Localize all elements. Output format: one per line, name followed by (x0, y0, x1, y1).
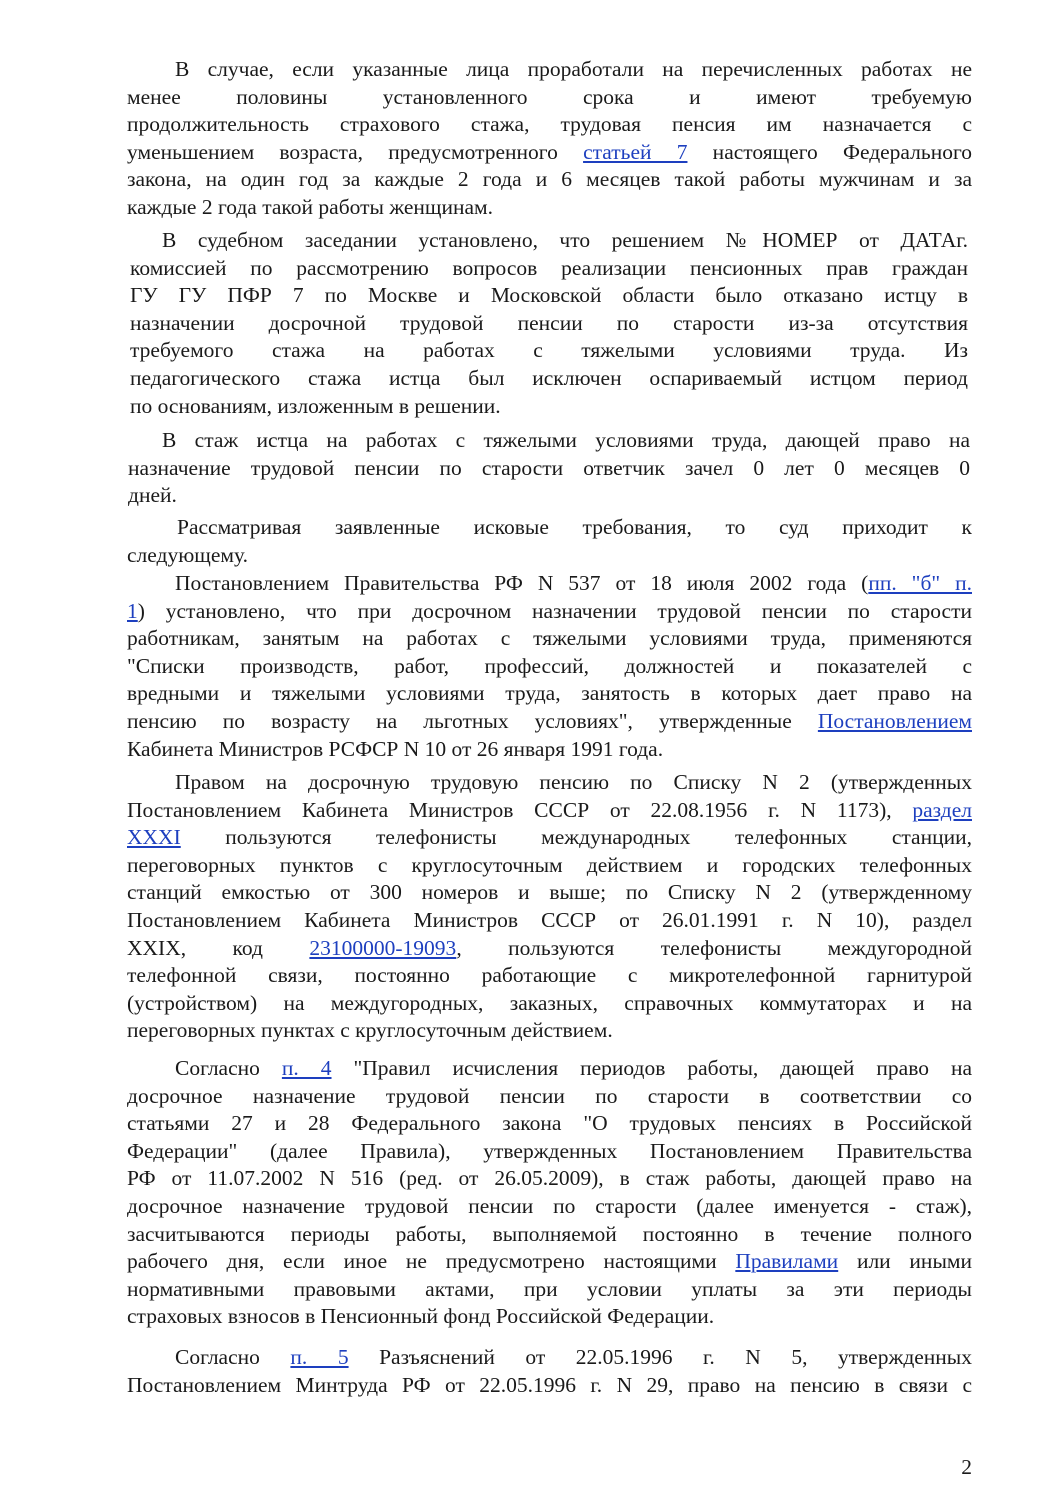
link-subclause-b-1-cont[interactable]: 1 (127, 598, 138, 623)
link-article-7[interactable]: статьей 7 (583, 139, 688, 164)
p7-line-3: статьями 27 и 28 Федерального закона "О трудовых пенсиях в Российской (127, 1111, 972, 1136)
p7-line-8-text-a: рабочего дня, если иное не предусмотрено настоящими (127, 1249, 736, 1274)
p8-line-1-text-b: Разъяснений от 22.05.1996 г. N 5, утвержденных (348, 1345, 973, 1369)
link-clause-5[interactable]: п. 5 (290, 1345, 349, 1369)
p8-line-1-text-a: Согласно (175, 1345, 291, 1369)
p6-line-5: станций емкостью от 300 номеров и выше; по Списку N 2 (утвержденному (127, 880, 972, 905)
p6-line-4: переговорных пунктов с круглосуточным действием и городских телефонных (127, 852, 972, 877)
link-section-xxxi[interactable]: раздел (912, 797, 972, 822)
page-number: 2 (961, 1455, 972, 1479)
p1-line-1: В случае, если указанные лица проработали на перечисленных работах не (175, 57, 972, 81)
paragraph-1 (127, 56, 972, 222)
p2-line-4: назначении досрочной трудовой пенсии по старости из-за отсутствия (130, 310, 968, 335)
p6-line-7-text-b: , пользуются телефонисты междугородной (456, 935, 972, 960)
p7-line-1-text-b: "Правил исчисления периодов работы, дающей право на (331, 1056, 973, 1080)
p7-line-1 (127, 1055, 972, 1083)
p6-line-1: Правом на досрочную трудовую пенсию по Списку N 2 (утвержденных (175, 770, 972, 794)
p2-line-2: комиссией по рассмотрению вопросов реализации пенсионных прав граждан (130, 255, 968, 280)
p5-line-2-text: ) установлено, что при досрочном назначении трудовой пенсии по старости (137, 598, 972, 623)
p7-line-9: нормативными правовыми актами, при условии уплаты за эти периоды (127, 1276, 972, 1301)
p6-line-2-text: Постановлением Кабинета Министров СССР от 22.08.1956 г. N 1173), (127, 797, 913, 822)
p2-line-3: ГУ ГУ ПФР 7 по Москве и Московской области было отказано истцу в (130, 283, 968, 308)
link-clause-4[interactable]: п. 4 (281, 1056, 332, 1080)
link-subclause-b-1[interactable]: пп. "б" п. (868, 571, 972, 595)
link-code-23100000-19093[interactable]: 23100000-19093 (309, 935, 457, 960)
p3-line-3: дней. (128, 483, 177, 508)
paragraph-6 (127, 769, 972, 1045)
link-section-xxxi-cont[interactable]: XXXI (127, 825, 181, 850)
p1-line-5: закона, на один год за каждые 2 года и 6 месяцев такой работы мужчинам и за (127, 167, 972, 192)
p5-line-4: "Списки производств, работ, профессий, должностей и показателей с (127, 653, 972, 678)
p5-line-3: работникам, занятым на работах с тяжелыми условиями труда, применяются (127, 626, 972, 651)
paragraph-3 (128, 427, 970, 510)
p7-line-4: Федерации" (далее Правила), утвержденных Постановлением Правительства (127, 1138, 972, 1163)
p5-line-1 (127, 570, 972, 598)
paragraph-8 (127, 1344, 972, 1399)
p7-line-1-text-a: Согласно (175, 1056, 282, 1080)
paragraph-7 (127, 1055, 972, 1331)
p5-line-2 (127, 598, 972, 626)
p1-line-3: продолжительность страхового стажа, трудовая пенсия им назначается с (127, 112, 972, 137)
p4-line-2: следующему. (127, 542, 248, 567)
link-postanovleniem[interactable]: Постановлением (817, 708, 972, 733)
p5-line-5: вредными и тяжелыми условиями труда, занятость в которых дает право на (127, 681, 972, 706)
paragraph-5 (127, 570, 972, 763)
p7-line-8 (127, 1248, 972, 1276)
p7-line-8-text-b: или иными (838, 1249, 972, 1274)
paragraph-2 (130, 227, 968, 420)
p6-line-7 (127, 935, 972, 963)
p6-line-2 (127, 797, 972, 825)
p5-line-6 (127, 708, 972, 736)
p1-line-6: каждые 2 года такой работы женщинам. (127, 194, 494, 219)
p6-line-3 (127, 824, 972, 852)
p7-line-2: досрочное назначение трудовой пенсии по старости в соответствии со (127, 1083, 972, 1108)
p6-line-6: Постановлением Кабинета Министров СССР от 26.01.1991 г. N 10), раздел (127, 907, 972, 932)
p7-line-6: досрочное назначение трудовой пенсии по старости (далее именуется - стаж), (127, 1193, 972, 1218)
p7-line-7: засчитываются периоды работы, выполняемой постоянно в течение полного (127, 1221, 972, 1246)
p5-line-1-text: Постановлением Правительства РФ N 537 от 18 июля 2002 года ( (175, 571, 869, 595)
p5-line-6-text: пенсию по возрасту на льготных условиях", утвержденные (127, 708, 818, 733)
p1-line-4-text-b: настоящего Федерального (687, 139, 972, 164)
paragraph-4 (127, 514, 972, 569)
p3-line-1: В стаж истца на работах с тяжелыми условиями труда, дающей право на (162, 428, 970, 452)
p6-line-10: переговорных пунктах с круглосуточным действием. (127, 1018, 613, 1043)
p2-line-5: требуемого стажа на работах с тяжелыми условиями труда. Из (130, 338, 968, 363)
p7-line-10: страховых взносов в Пенсионный фонд Российской Федерации. (127, 1304, 715, 1329)
p1-line-2: менее половины установленного срока и имеют требуемую (127, 84, 972, 109)
p6-line-7-text-a: XXIX, код (127, 935, 310, 960)
p6-line-9: (устройством) на междугородных, заказных, справочных коммутаторах и на (127, 990, 972, 1015)
p8-line-2: Постановлением Минтруда РФ от 22.05.1996 г. N 29, право на пенсию в связи с (127, 1372, 972, 1397)
p5-line-7: Кабинета Министров РСФСР N 10 от 26 января 1991 года. (127, 736, 664, 761)
p6-line-8: телефонной связи, постоянно работающие с микротелефонной гарнитурой (127, 963, 972, 988)
p6-line-3-text: пользуются телефонисты международных телефонных станции, (180, 825, 972, 850)
p2-line-6: педагогического стажа истца был исключен оспариваемый истцом период (130, 365, 968, 390)
p3-line-2: назначение трудовой пенсии по старости ответчик зачел 0 лет 0 месяцев 0 (128, 455, 970, 480)
p1-line-4-text-a: уменьшением возраста, предусмотренного (127, 139, 584, 164)
p8-line-1 (127, 1344, 972, 1372)
p7-line-5: РФ от 11.07.2002 N 516 (ред. от 26.05.2009), в стаж работы, дающей право на (127, 1166, 972, 1191)
p2-line-1: В судебном заседании установлено, что решением №НОМЕР от ДАТАг. (162, 228, 968, 252)
p4-line-1: Рассматривая заявленные исковые требования, то суд приходит к (177, 515, 972, 539)
link-pravilami[interactable]: Правилами (735, 1249, 839, 1274)
p1-line-4 (127, 139, 972, 167)
p2-line-7: по основаниям, изложенным в решении. (130, 393, 501, 418)
